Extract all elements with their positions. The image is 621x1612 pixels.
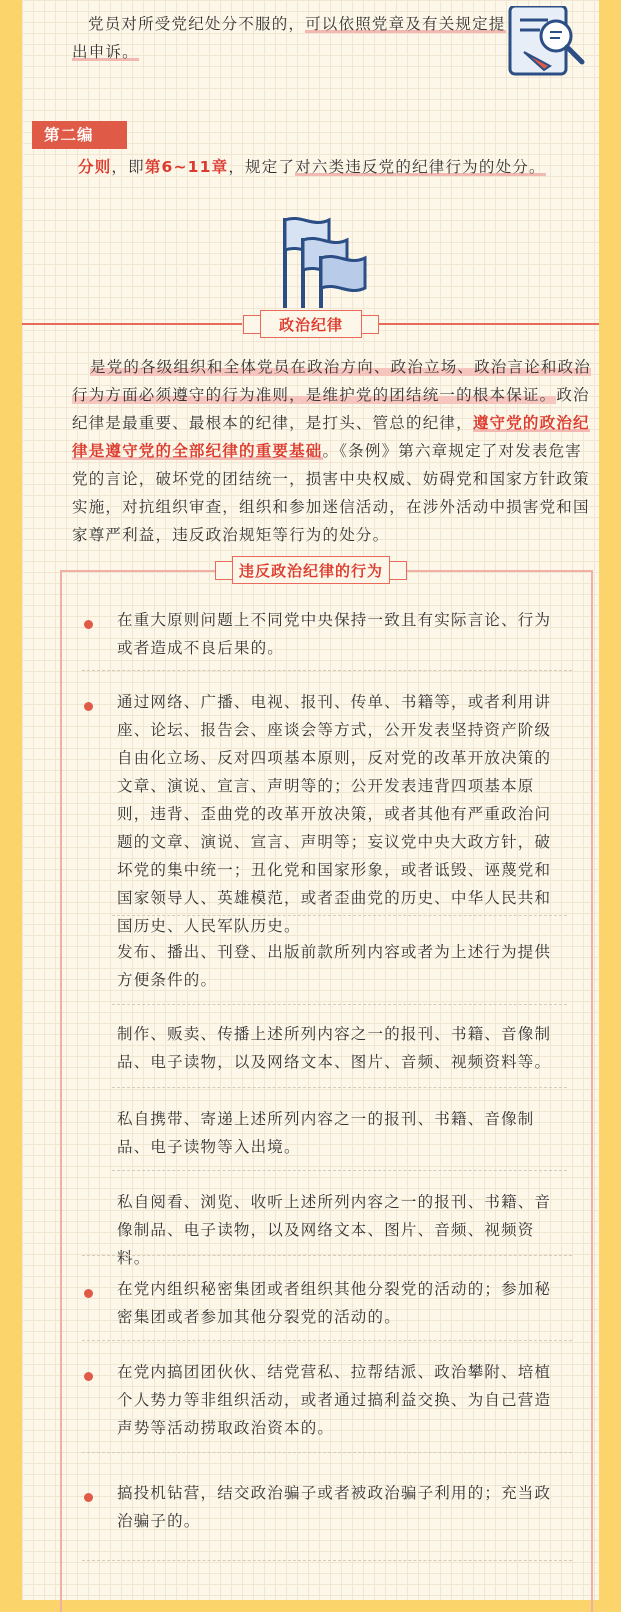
list-item: 在重大原则问题上不同党中央保持一致且有实际言论、行为或者造成不良后果的。 — [117, 611, 552, 657]
bullet-dot — [84, 620, 93, 629]
list-item: 发布、播出、刊登、出版前款所列内容或者为上述行为提供方便条件的。 — [117, 943, 552, 989]
political-paragraph — [72, 353, 592, 549]
list-item: 私自阅看、浏览、收听上述所列内容之一的报刊、书籍、音像制品、电子读物，以及网络文本、图片、音频、视频资料。 — [117, 1193, 552, 1267]
list-item: 搞投机钻营，结交政治骗子或者被政治骗子利用的；充当政治骗子的。 — [117, 1484, 552, 1530]
bullet-dot — [84, 1289, 93, 1298]
political-text2: 。《条例》第六章规定了对发表危害党的言论，破坏党的团结统一，损害中央权威、妨碍党和国家方针政策实施，对抗组织审查，组织和参加迷信活动，在涉外活动中损害党和国家尊严利益，违反政治规矩等行为的处分。 — [72, 442, 590, 544]
violations-title: 违反政治纪律的行为 — [232, 556, 390, 584]
list-item: 在党内组织秘密集团或者组织其他分裂党的活动的；参加秘密集团或者参加其他分裂党的活动的。 — [117, 1280, 552, 1326]
political-text1: 政治纪律是最重要、最根本的纪律，是打头、管总的纪律， — [72, 386, 590, 432]
section-desc-red2: 第6~11章 — [144, 158, 229, 176]
list-item: 在党内搞团团伙伙、结党营私、拉帮结派、政治攀附、培植个人势力等非组织活动，或者通过搞利益交换、为自己营造声势等活动捞取政治资本的。 — [117, 1363, 552, 1437]
list-item: 通过网络、广播、电视、报刊、传单、书籍等，或者利用讲座、论坛、报告会、座谈会等方式，公开发表坚持资产阶级自由化立场、反对四项基本原则，反对党的改革开放决策的文章、演说、宣言、声明等的；公开发表违背四项基本原则，违背、歪曲党的改革开放决策，或者其他有严重政治问题的文章、演说、宣言、声明等；妄议党中央大政方针，破坏党的集中统一；丑化党和国家形象，或者诋毁、诬蔑党和国家领导人、英雄模范，或者歪曲党的历史、中华人民共和国历史、人民军队历史。 — [117, 693, 552, 935]
list-item: 私自携带、寄递上述所列内容之一的报刊、书籍、音像制品、电子读物等入出境。 — [117, 1110, 535, 1156]
flags-icon — [277, 214, 369, 310]
divider — [112, 1170, 567, 1171]
divider — [112, 1087, 567, 1088]
section-desc-red1: 分则 — [78, 158, 112, 176]
list-item: 制作、贩卖、传播上述所列内容之一的报刊、书籍、音像制品、电子读物，以及网络文本、图片、音频、视频资料等。 — [117, 1025, 552, 1071]
appeal-highlight: 可以依照党章及有关规定提出申诉。 — [72, 15, 506, 61]
divider — [82, 670, 572, 671]
document-search-icon — [500, 6, 590, 76]
appeal-paragraph — [72, 10, 512, 66]
divider — [82, 1255, 572, 1256]
bullet-dot — [84, 702, 93, 711]
political-highlight: 是党的各级组织和全体党员在政治方向、政治立场、政治言论和政治行为方面必须遵守的行为准则，是维护党的团结统一的根本保证。 — [72, 358, 592, 404]
bullet-dot — [84, 1372, 93, 1381]
page — [22, 0, 599, 1600]
ribbon-line-right — [379, 323, 599, 325]
divider — [82, 1340, 572, 1341]
section-desc-text2: ，规定了 — [228, 158, 296, 176]
divider — [82, 1560, 572, 1561]
political-red-emphasis: 遵守党的政治纪律是遵守党的全部纪律的重要基础 — [72, 414, 590, 460]
section-desc-underlined: 对六类违反党的纪律行为的处分。 — [295, 158, 546, 176]
ribbon-line-left — [22, 323, 242, 325]
section-description — [78, 153, 588, 181]
appeal-text: 党员对所受党纪处分不服的， — [88, 15, 306, 33]
divider — [112, 1004, 567, 1005]
section-badge: 第二编 — [32, 121, 127, 149]
political-discipline-title: 政治纪律 — [260, 310, 362, 338]
section-desc-text1: ，即 — [111, 158, 145, 176]
divider — [82, 1452, 572, 1453]
divider — [112, 915, 567, 916]
bullet-dot — [84, 1493, 93, 1502]
